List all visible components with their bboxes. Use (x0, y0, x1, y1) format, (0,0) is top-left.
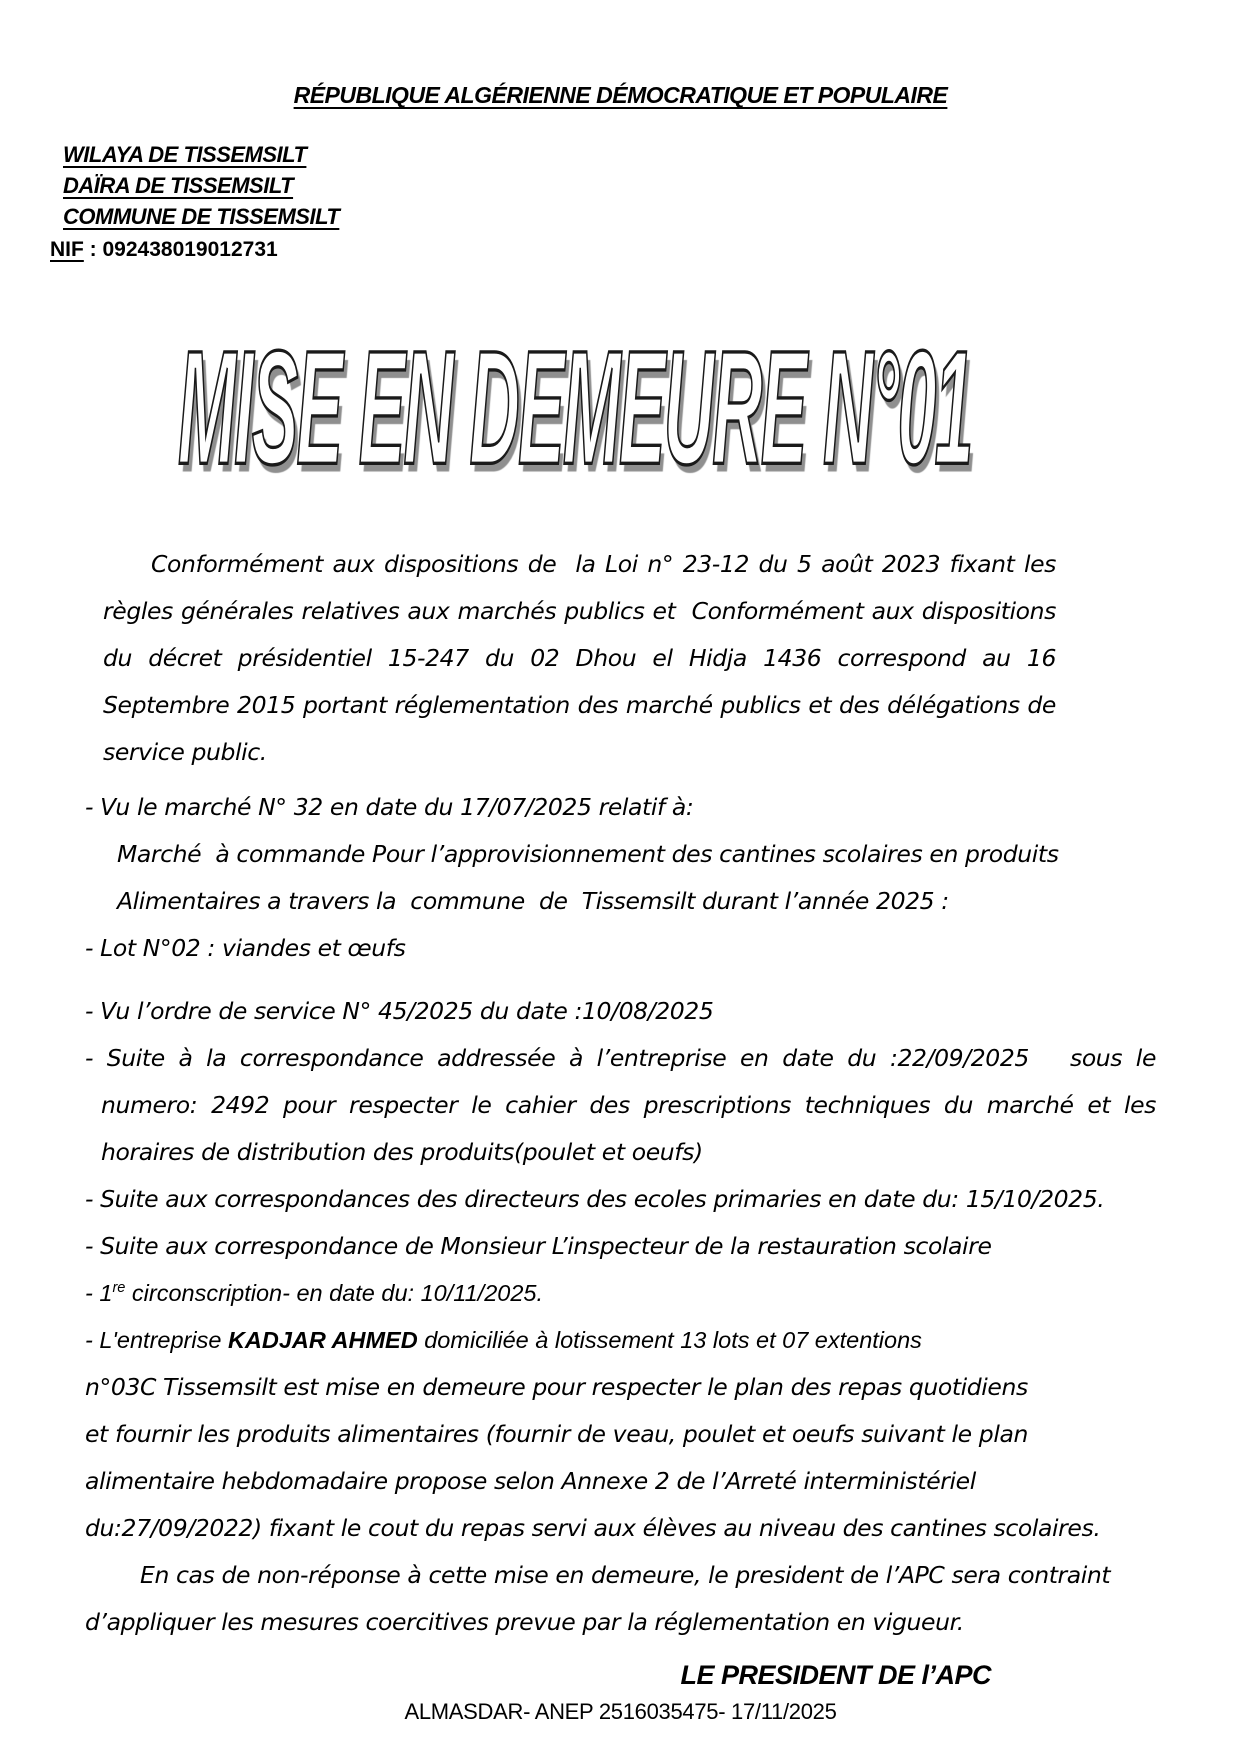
line-vu-marche: - Vu le marché N° 32 en date du 17/07/2025 relatif à: (85, 793, 694, 821)
line-marche-objet-1: Marché à commande Pour l’approvisionnement des cantines scolaires en produits (117, 840, 1059, 868)
line-demeure-3: alimentaire hebdomadaire propose selon Annexe 2 de l’Arreté interministériel (85, 1467, 976, 1495)
line-demeure-1: n°03C Tissemsilt est mise en demeure pour respecter le plan des repas quotidiens (85, 1373, 1028, 1401)
line-entreprise (85, 1317, 1156, 1364)
circonscription-post: circonscription- en date du: 10/11/2025. (125, 1280, 543, 1306)
nif-value: : 092438019012731 (83, 238, 278, 261)
org-wilaya: WILAYA DE TISSEMSILT (63, 142, 307, 167)
circonscription-pre: - 1 (85, 1280, 113, 1306)
issuing-authority-block (63, 139, 1241, 232)
notice-title-row (178, 310, 1241, 505)
paragraph-legal-basis: Conformément aux dispositions de la Loi n° 23-12 du 5 août 2023 fixant les règles générales relatives aux marchés publics et Conformément aux dispositions du décret présidentiel 15-247 du 02 Dhou el Hidja 1436 correspond au 16 Septembre 2015 portant réglementation des marché publics et des délégations de service public. (103, 550, 1064, 766)
document-body (85, 541, 1164, 1646)
line-inspecteur: - Suite aux correspondance de Monsieur L’inspecteur de la restauration scolaire (85, 1232, 992, 1260)
entreprise-post: domiciliée à lotissement 13 lots et 07 extentions (417, 1327, 922, 1353)
republic-title: RÉPUBLIQUE ALGÉRIENNE DÉMOCRATIQUE ET POPULAIRE (293, 82, 948, 108)
entreprise-pre: - L'entreprise (85, 1327, 228, 1353)
paragraph-conclusion: En cas de non-réponse à cette mise en demeure, le president de l’APC sera contraint d’appliquer les mesures coercitives prevue par la réglementation en vigueur. (85, 1561, 1118, 1636)
nif-line (50, 238, 1241, 262)
line-ordre-service: - Vu l’ordre de service N° 45/2025 du date :10/08/2025 (85, 997, 714, 1025)
entreprise-name: KADJAR AHMED (227, 1327, 418, 1353)
signature-title: LE PRESIDENT DE l’APC (680, 1660, 991, 1690)
org-commune: COMMUNE DE TISSEMSILT (63, 204, 340, 229)
footer-publication-note: ALMASDAR- ANEP 2516035475- 17/11/2025 (404, 1699, 837, 1724)
paragraph-correspondance: - Suite à la correspondance addressée à l’entreprise en date du :22/09/2025 sous le numero: 2492 pour respecter le cahier des prescriptions techniques du marché et les horaires de distribution des produits(poulet et oeufs) (85, 1044, 1164, 1166)
line-directeurs: - Suite aux correspondances des directeurs des ecoles primaries en date du: 15/10/2025. (85, 1185, 1105, 1213)
notice-title: MISE EN DEMEURE N°01 (178, 317, 972, 498)
line-marche-objet-2: Alimentaires a travers la commune de Tissemsilt durant l’année 2025 : (117, 887, 949, 915)
circonscription-superscript: re (112, 1280, 126, 1297)
nif-label: NIF (50, 238, 84, 261)
org-daira: DAÏRA DE TISSEMSILT (63, 173, 294, 198)
line-circonscription (85, 1270, 1156, 1317)
line-demeure-2: et fournir les produits alimentaires (fournir de veau, poulet et oeufs suivant le plan (85, 1420, 1028, 1448)
line-lot: - Lot N°02 : viandes et œufs (85, 934, 406, 962)
line-demeure-4: du:27/09/2022) fixant le cout du repas servi aux élèves au niveau des cantines scolaires. (85, 1514, 1101, 1542)
republic-title-row (0, 0, 1241, 109)
